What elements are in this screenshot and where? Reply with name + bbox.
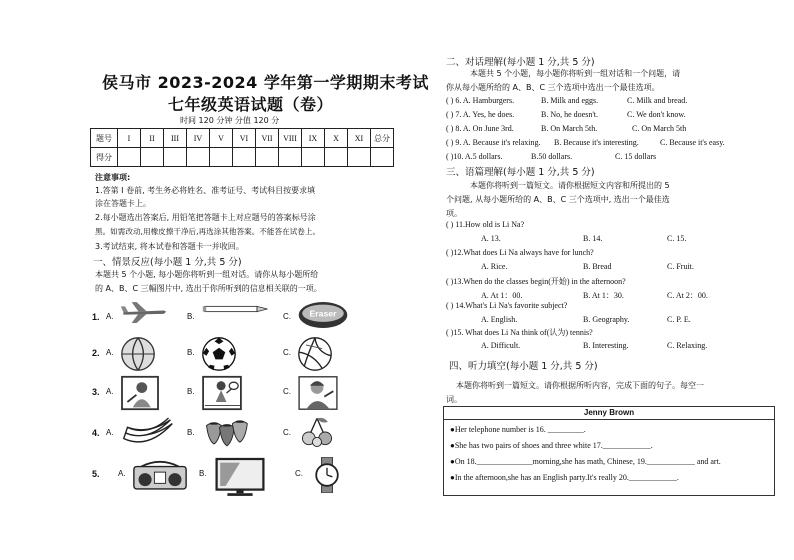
score-cell: III [164,129,187,148]
question-12: ( )12.What does Li Na always have for lunch? [446,248,594,257]
option-a: A. 13. [481,234,501,243]
exam-time: 时间 120 分钟 分值 120 分 [180,116,280,125]
question-8: ( ) 8. A. On June 3rd. [446,124,514,133]
part1-heading: 一、情景反应(每小题 1 分,共 5 分) [93,257,242,268]
option-c: C. 15 dollars [615,152,657,161]
score-cell: V [210,129,233,148]
fill-line-20: ●In the afternoon,she has an English party.It's really 20.____________. [450,473,679,482]
question-7: ( ) 7. A. Yes, he does. [446,110,515,119]
jenny-brown-card [443,406,775,496]
question-number: 1. [92,312,100,322]
option-b: B. Interesting. [583,341,629,350]
option-a: A. At 1：00. [481,291,523,300]
exam-title: 侯马市 2023-2024 学年第一学期期末考试 [102,73,429,92]
score-cell: VI [233,129,256,148]
option-letter: C. [283,387,291,396]
option-b: B. At 1：30. [583,291,624,300]
part3-intro: 个问题, 从每小题所给的 A、B、C 三个选项中, 选出一个最佳选 [446,195,670,204]
airplane-icon[interactable] [120,300,170,332]
option-c: C. At 2：00. [667,291,708,300]
score-table-header-row [91,129,394,148]
boy-picture-icon[interactable] [297,375,347,407]
question-number: 2. [92,348,100,358]
part4-intro: 本题你将听到一篇短文。请你根据所听内容，完成下面的句子。每空一 [456,381,704,390]
score-cell[interactable] [118,148,141,167]
score-cell[interactable] [325,148,348,167]
boy-tennis-picture-icon[interactable] [201,375,251,407]
fill-line-18-19: ●On 18.______________morning,she has math, Chinese, 19.____________ and art. [450,457,721,466]
option-c: C. P. E. [667,315,691,324]
card-title: Jenny Brown [444,407,774,420]
option-letter: B. [187,312,195,321]
option-letter: B. [187,428,195,437]
score-cell[interactable] [302,148,325,167]
part1-intro: 的 A、B、C 三幅图片中, 选出于你所听到的信息相关联的一项。 [95,284,322,293]
strawberries-icon[interactable] [201,416,251,448]
part4-heading: 四、听力填空(每小题 1 分,共 5 分) [449,361,598,372]
option-letter: C. [295,469,303,478]
part2-intro: 你从每小题所给的 A、B、C 三个选项中选出一个最佳选项。 [446,83,660,92]
score-cell: VII [256,129,279,148]
question-15: ( )15. What does Li Na think of(认为) tennis? [446,328,593,337]
fill-line-17: ●She has two pairs of shoes and three white 17.____________. [450,441,653,450]
score-cell[interactable] [164,148,187,167]
eraser-icon[interactable] [297,300,347,332]
score-cell: X [325,129,348,148]
option-b: B. 14. [583,234,603,243]
exam-subtitle: 七年级英语试题（卷） [168,95,334,114]
option-b: B.50 dollars. [531,152,573,161]
score-cell: 得分 [91,148,118,167]
score-cell: IX [302,129,325,148]
score-cell: II [141,129,164,148]
part3-intro: 本题你将听到一篇短文。请你根据短文内容和所提出的 5 [470,181,670,190]
notes-line: 1.答第 I 卷前, 考生务必将姓名、准考证号、考试科目按要求填 [95,186,316,195]
score-cell[interactable] [371,148,394,167]
score-cell[interactable] [279,148,302,167]
pencil-icon[interactable] [201,300,251,332]
question-6: ( ) 6. A. Hamburgers. [446,96,515,105]
bananas-icon[interactable] [120,416,170,448]
score-cell[interactable] [210,148,233,167]
question-11: ( ) 11.How old is Li Na? [446,220,525,229]
option-c: C. We don't know. [627,110,686,119]
option-c: C. On March 5th [632,124,687,133]
score-cell: VIII [279,129,302,148]
option-letter: C. [283,312,291,321]
option-c: C. 15. [667,234,687,243]
notes-heading: 注意事项: [95,173,131,182]
score-cell: I [118,129,141,148]
option-letter: A. [106,387,114,396]
option-c: C. Fruit. [667,262,694,271]
option-b: B. No, he doesn't. [541,110,598,119]
option-b: B. Milk and eggs. [541,96,599,105]
part1-intro: 本题共 5 个小题, 每小题你将听到一组对话。请你从每小题所给 [95,270,319,279]
option-c: C. Milk and bread. [627,96,688,105]
tv-icon[interactable] [213,457,263,489]
option-b: B. Because it's interesting. [554,138,639,147]
volleyball-icon[interactable] [297,336,347,368]
option-letter: C. [283,348,291,357]
score-cell[interactable] [233,148,256,167]
score-cell[interactable] [256,148,279,167]
option-letter: A. [106,312,114,321]
option-letter: A. [106,348,114,357]
question-number: 3. [92,387,100,397]
option-c: C. Relaxing. [667,341,708,350]
part3-intro: 项。 [446,209,462,218]
option-b: B. Geography. [583,315,630,324]
part4-intro: 词。 [446,395,462,404]
score-cell: 题号 [91,129,118,148]
option-b: B. Bread [583,262,612,271]
score-table-score-row [91,148,394,167]
girl-picture-icon[interactable] [120,375,170,407]
option-a: A. Difficult. [481,341,521,350]
option-letter: B. [199,469,207,478]
option-letter: B. [187,348,195,357]
score-cell[interactable] [187,148,210,167]
score-cell: XI [348,129,371,148]
soccer-ball-icon[interactable] [201,336,251,368]
question-9: ( ) 9. A. Because it's relaxing. [446,138,541,147]
part2-heading: 二、对话理解(每小题 1 分,共 5 分) [446,57,595,68]
question-14: ( ) 14.What's Li Na's favorite subject? [446,301,568,310]
question-10: ( )10. A.5 dollars. [446,152,503,161]
fill-line-16: ●Her telephone number is 16. _________. [450,425,586,434]
option-b: B. On March 5th. [541,124,598,133]
score-cell: 总分 [371,129,394,148]
score-cell[interactable] [141,148,164,167]
notes-line: 2.每小题选出答案后, 用铅笔把答题卡上对应题号的答案标号涂 [95,213,316,222]
watch-icon[interactable] [309,457,359,489]
option-letter: A. [118,469,126,478]
beach-ball-icon[interactable] [120,336,170,368]
part2-intro: 本题共 5 个小题，每小题你将听到一组对话和一个问题，请 [470,69,681,78]
svg-text:Eraser: Eraser [309,308,337,319]
option-letter: B. [187,387,195,396]
question-13: ( )13.When do the classes begin(开始) in the afternoon? [446,277,626,286]
option-letter: A. [106,428,114,437]
option-c: C. Because it's easy. [660,138,725,147]
option-a: A. Rice. [481,262,508,271]
notes-line: 3.考试结束, 将本试卷和答题卡一并收回。 [95,242,244,251]
score-cell[interactable] [348,148,371,167]
option-letter: C. [283,428,291,437]
question-number: 4. [92,428,100,438]
part3-heading: 三、语篇理解(每小题 1 分,共 5 分) [446,167,595,178]
score-cell: IV [187,129,210,148]
notes-line: 黑。如需改动,用橡皮擦干净后,再选涂其他答案。不能答在试卷上。 [95,227,321,236]
cherries-icon[interactable] [297,416,347,448]
question-number: 5. [92,469,100,479]
radio-icon[interactable] [132,457,182,489]
option-a: A. English. [481,315,518,324]
score-table [90,128,394,167]
notes-line: 涂在答题卡上。 [95,199,151,208]
